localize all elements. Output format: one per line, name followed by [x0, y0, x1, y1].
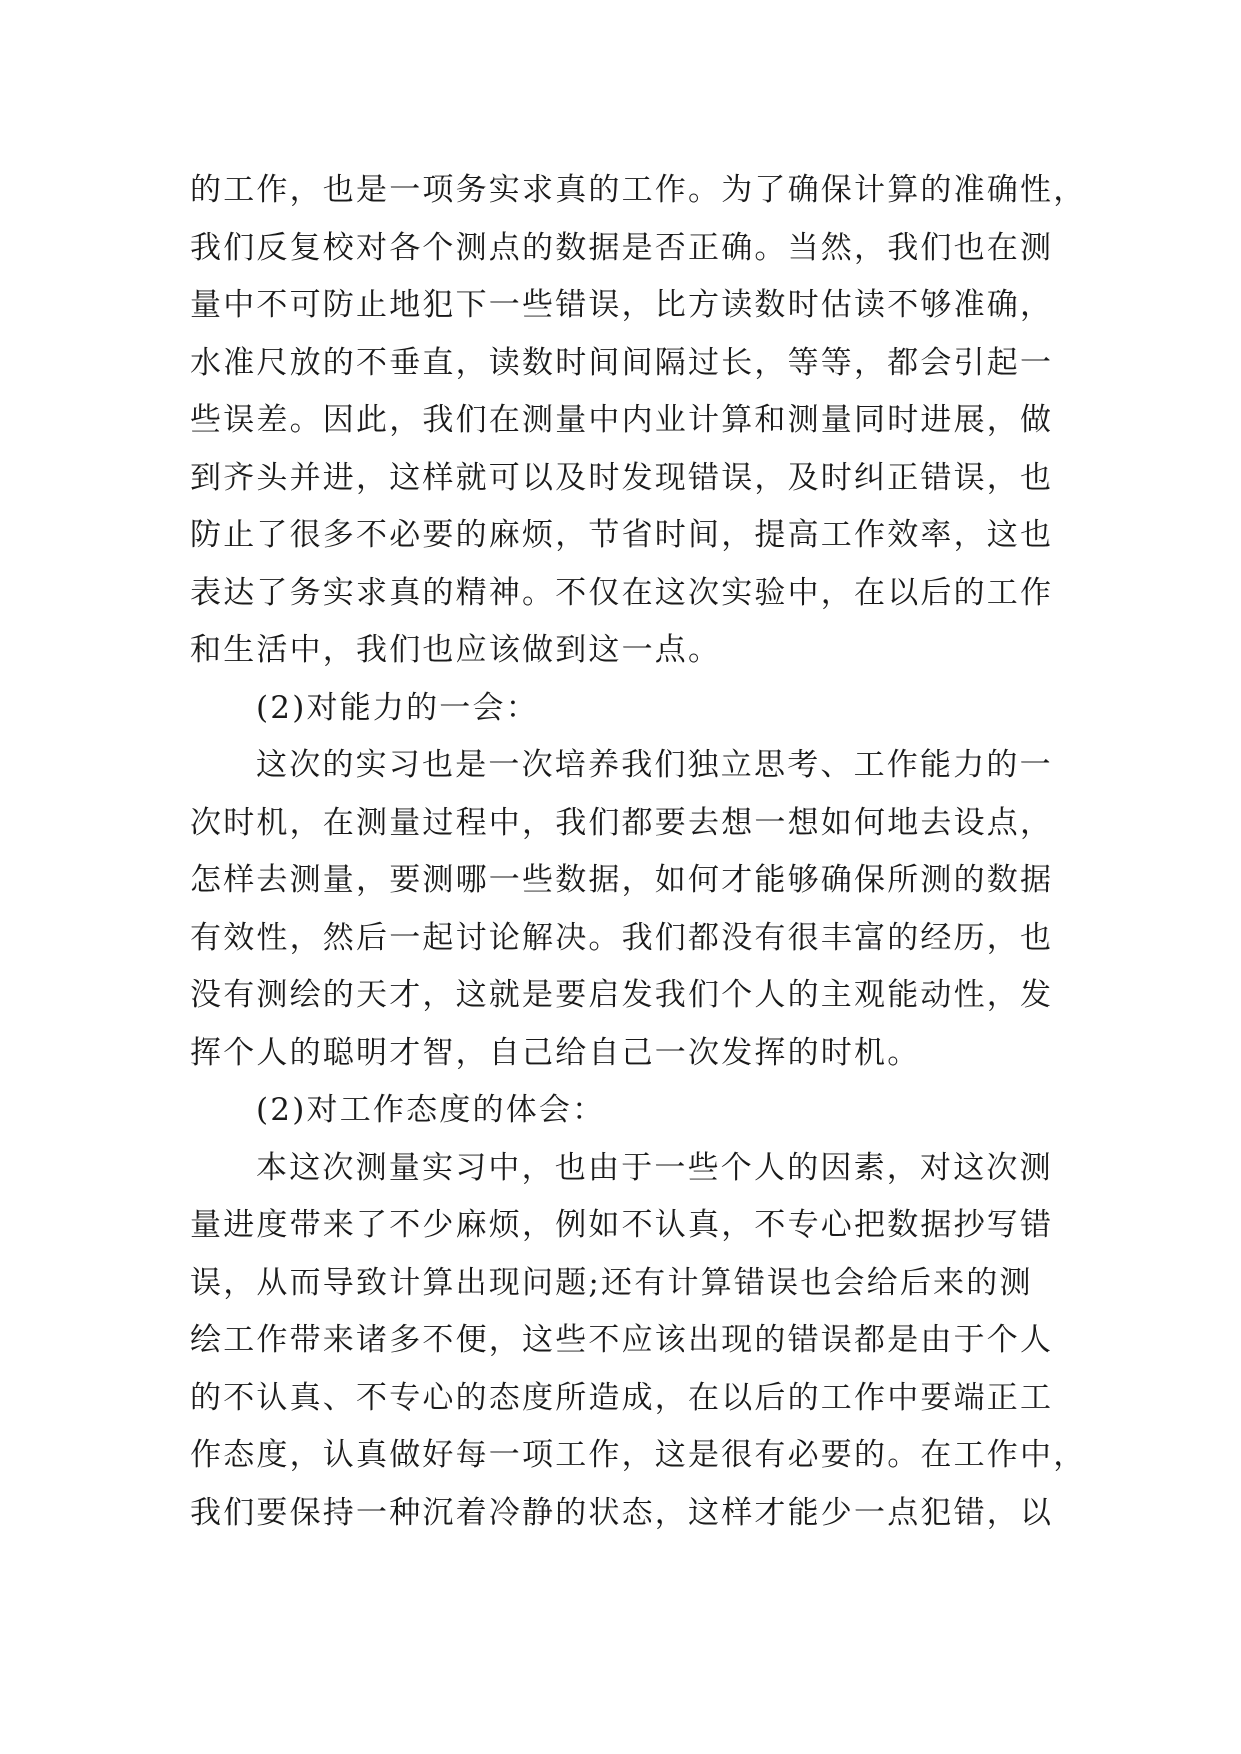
text-line: 没有测绘的天才，这就是要启发我们个人的主观能动性，发: [190, 977, 1054, 1013]
text-line: 的工作，也是一项务实求真的工作。为了确保计算的准确性，: [190, 172, 1087, 208]
text-line: 些误差。因此，我们在测量中内业计算和测量同时进展，做: [190, 402, 1054, 438]
text-line: 我们要保持一种沉着冷静的状态，这样才能少一点犯错，以: [190, 1494, 1054, 1531]
section-heading: (2)对能力的一会：: [256, 689, 539, 726]
text-line: 水准尺放的不垂直，读数时间间隔过长，等等，都会引起一: [190, 344, 1054, 381]
text-line: 有效性，然后一起讨论解决。我们都没有很丰富的经历，也: [190, 919, 1054, 956]
text-line: 绘工作带来诸多不便，这些不应该出现的错误都是由于个人: [190, 1322, 1054, 1358]
text-line: 挥个人的聪明才智，自己给自己一次发挥的时机。: [190, 1034, 921, 1071]
paragraph-first-line: 这次的实习也是一次培养我们独立思考、工作能力的一: [256, 747, 1053, 783]
text-line: 量中不可防止地犯下一些错误，比方读数时估读不够准确，: [190, 287, 1054, 323]
text-line: 到齐头并进，这样就可以及时发现错误，及时纠正错误，也: [190, 459, 1054, 496]
section-heading: (2)对工作态度的体会：: [256, 1092, 606, 1128]
text-line: 作态度，认真做好每一项工作，这是很有必要的。在工作中，: [190, 1437, 1087, 1473]
text-line: 防止了很多不必要的麻烦，节省时间，提高工作效率，这也: [190, 517, 1054, 553]
text-line: 表达了务实求真的精神。不仅在这次实验中，在以后的工作: [190, 574, 1054, 611]
text-line: 的不认真、不专心的态度所造成，在以后的工作中要端正工: [190, 1379, 1054, 1416]
text-line: 怎样去测量，要测哪一些数据，如何才能够确保所测的数据: [190, 862, 1054, 898]
text-line: 和生活中，我们也应该做到这一点。: [190, 632, 722, 668]
text-line: 误，从而导致计算出现问题;还有计算错误也会给后来的测: [190, 1264, 1033, 1301]
text-line: 我们反复校对各个测点的数据是否正确。当然，我们也在测: [190, 229, 1054, 266]
document-body: [190, 162, 1087, 1542]
text-line: 次时机，在测量过程中，我们都要去想一想如何地去设点，: [190, 804, 1054, 841]
text-line: 量进度带来了不少麻烦，例如不认真，不专心把数据抄写错: [190, 1207, 1054, 1243]
paragraph-first-line: 本这次测量实习中，也由于一些个人的因素，对这次测: [256, 1149, 1053, 1186]
